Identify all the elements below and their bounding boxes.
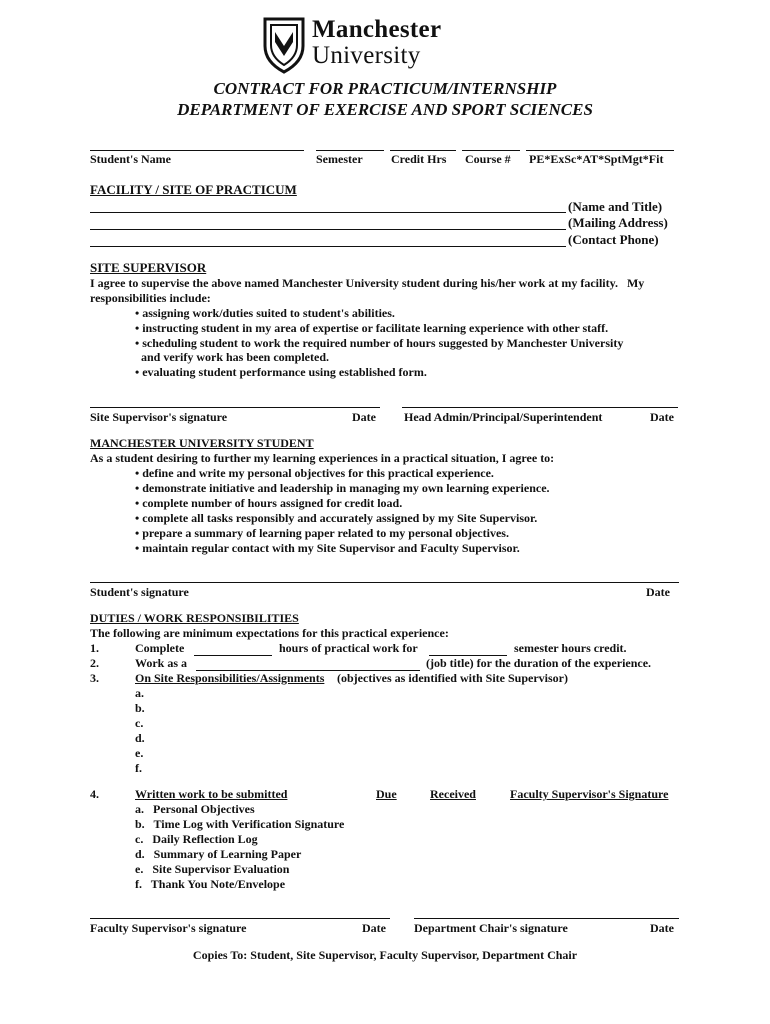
course-code-label: PE*ExSc*AT*SptMgt*Fit bbox=[529, 152, 664, 166]
student-bullet: • define and write my personal objectives for this practical experience. bbox=[135, 466, 494, 480]
written-item: d. Summary of Learning Paper bbox=[135, 847, 302, 861]
duty-number: 1. bbox=[90, 641, 99, 655]
student-date-label: Date bbox=[646, 585, 670, 599]
page-title: CONTRACT FOR PRACTICUM/INTERNSHIP bbox=[213, 79, 557, 98]
student-heading: MANCHESTER UNIVERSITY STUDENT bbox=[90, 436, 314, 450]
faculty-signature-label: Faculty Supervisor's signature bbox=[90, 921, 247, 935]
facility-name-line bbox=[90, 212, 566, 213]
student-bullet: • complete all tasks responsibly and accurately assigned by my Site Supervisor. bbox=[135, 511, 538, 525]
course-line bbox=[462, 150, 520, 151]
due-column-label: Due bbox=[376, 787, 397, 801]
facility-phone-line bbox=[90, 246, 566, 247]
site-supervisor-bullet: • scheduling student to work the required number of hours suggested by Manchester University bbox=[135, 336, 624, 350]
site-supervisor-intro-2: responsibilities include: bbox=[90, 291, 211, 305]
on-site-letter: b. bbox=[135, 701, 145, 715]
student-bullet: • demonstrate initiative and leadership in managing my own learning experience. bbox=[135, 481, 550, 495]
site-supervisor-date-label: Date bbox=[352, 410, 376, 424]
duty-hours-label: hours of practical work for bbox=[279, 641, 418, 655]
faculty-date-label: Date bbox=[362, 921, 386, 935]
head-admin-signature-line bbox=[402, 407, 678, 408]
chair-signature-label: Department Chair's signature bbox=[414, 921, 568, 935]
duty-number: 4. bbox=[90, 787, 99, 801]
semester-label: Semester bbox=[316, 152, 363, 166]
facility-address-line bbox=[90, 229, 566, 230]
on-site-letter: f. bbox=[135, 761, 142, 775]
copies-to-note: Copies To: Student, Site Supervisor, Faculty Supervisor, Department Chair bbox=[192, 948, 578, 962]
course-label: Course # bbox=[465, 152, 511, 166]
student-name-line bbox=[90, 150, 304, 151]
on-site-letter: e. bbox=[135, 746, 144, 760]
student-signature-label: Student's signature bbox=[90, 585, 189, 599]
written-item: c. Daily Reflection Log bbox=[135, 832, 258, 846]
course-code-line bbox=[526, 150, 674, 151]
site-supervisor-bullet: and verify work has been completed. bbox=[135, 350, 329, 364]
credit-hrs-label: Credit Hrs bbox=[391, 152, 447, 166]
facility-name-title-label: (Name and Title) bbox=[568, 199, 663, 214]
facility-heading: FACILITY / SITE OF PRACTICUM bbox=[90, 182, 297, 197]
written-work-heading: Written work to be submitted bbox=[135, 787, 288, 801]
written-item: e. Site Supervisor Evaluation bbox=[135, 862, 290, 876]
on-site-description: (objectives as identified with Site Supervisor) bbox=[337, 671, 568, 685]
written-item: b. Time Log with Verification Signature bbox=[135, 817, 345, 831]
duty-work-as-label: Work as a bbox=[135, 656, 188, 670]
faculty-signature-line bbox=[90, 918, 390, 919]
on-site-heading: On Site Responsibilities/Assignments bbox=[135, 671, 325, 685]
site-supervisor-signature-label: Site Supervisor's signature bbox=[90, 410, 228, 424]
site-supervisor-bullet: • evaluating student performance using established form. bbox=[135, 365, 427, 379]
head-admin-label: Head Admin/Principal/Superintendent bbox=[404, 410, 603, 424]
semester-line bbox=[316, 150, 384, 151]
written-item: a. Personal Objectives bbox=[135, 802, 255, 816]
chair-signature-line bbox=[414, 918, 679, 919]
student-name-label: Student's Name bbox=[90, 152, 172, 166]
student-intro: As a student desiring to further my learning experiences in a practical situation, I agree to: bbox=[90, 451, 555, 465]
student-signature-line bbox=[90, 582, 679, 583]
on-site-letter: a. bbox=[135, 686, 144, 700]
site-supervisor-heading: SITE SUPERVISOR bbox=[90, 260, 207, 275]
written-item: f. Thank You Note/Envelope bbox=[135, 877, 286, 891]
facility-address-label: (Mailing Address) bbox=[568, 215, 668, 230]
credit-hrs-line bbox=[390, 150, 456, 151]
logo-text-university: University bbox=[312, 42, 421, 69]
site-supervisor-bullet: • instructing student in my area of expertise or facilitate learning experience with other staff. bbox=[135, 321, 609, 335]
student-bullet: • maintain regular contact with my Site Supervisor and Faculty Supervisor. bbox=[135, 541, 520, 555]
duty-complete-label: Complete bbox=[135, 641, 185, 655]
duties-heading: DUTIES / WORK RESPONSIBILITIES bbox=[90, 611, 299, 625]
on-site-letter: d. bbox=[135, 731, 145, 745]
site-supervisor-intro: I agree to supervise the above named Manchester University student during his/her work at my facility. My bbox=[90, 276, 645, 290]
hours-blank-line bbox=[194, 655, 272, 656]
facility-phone-label: (Contact Phone) bbox=[568, 232, 659, 247]
university-logo bbox=[262, 14, 512, 76]
on-site-letter: c. bbox=[135, 716, 144, 730]
duties-intro: The following are minimum expectations for this practical experience: bbox=[90, 626, 449, 640]
shield-logo-icon bbox=[262, 16, 306, 74]
chair-date-label: Date bbox=[650, 921, 674, 935]
faculty-signature-column-label: Faculty Supervisor's Signature bbox=[510, 787, 669, 801]
duty-job-title-label: (job title) for the duration of the experience. bbox=[426, 656, 652, 670]
site-supervisor-signature-line bbox=[90, 407, 380, 408]
duty-number: 3. bbox=[90, 671, 99, 685]
student-bullet: • complete number of hours assigned for credit load. bbox=[135, 496, 403, 510]
site-supervisor-bullet: • assigning work/duties suited to student's abilities. bbox=[135, 306, 395, 320]
logo-text-manchester: Manchester bbox=[312, 16, 442, 43]
page-subtitle: DEPARTMENT OF EXERCISE AND SPORT SCIENCES bbox=[177, 100, 593, 119]
duty-number: 2. bbox=[90, 656, 99, 670]
received-column-label: Received bbox=[430, 787, 476, 801]
student-bullet: • prepare a summary of learning paper related to my personal objectives. bbox=[135, 526, 509, 540]
head-admin-date-label: Date bbox=[650, 410, 674, 424]
duty-credit-label: semester hours credit. bbox=[514, 641, 627, 655]
